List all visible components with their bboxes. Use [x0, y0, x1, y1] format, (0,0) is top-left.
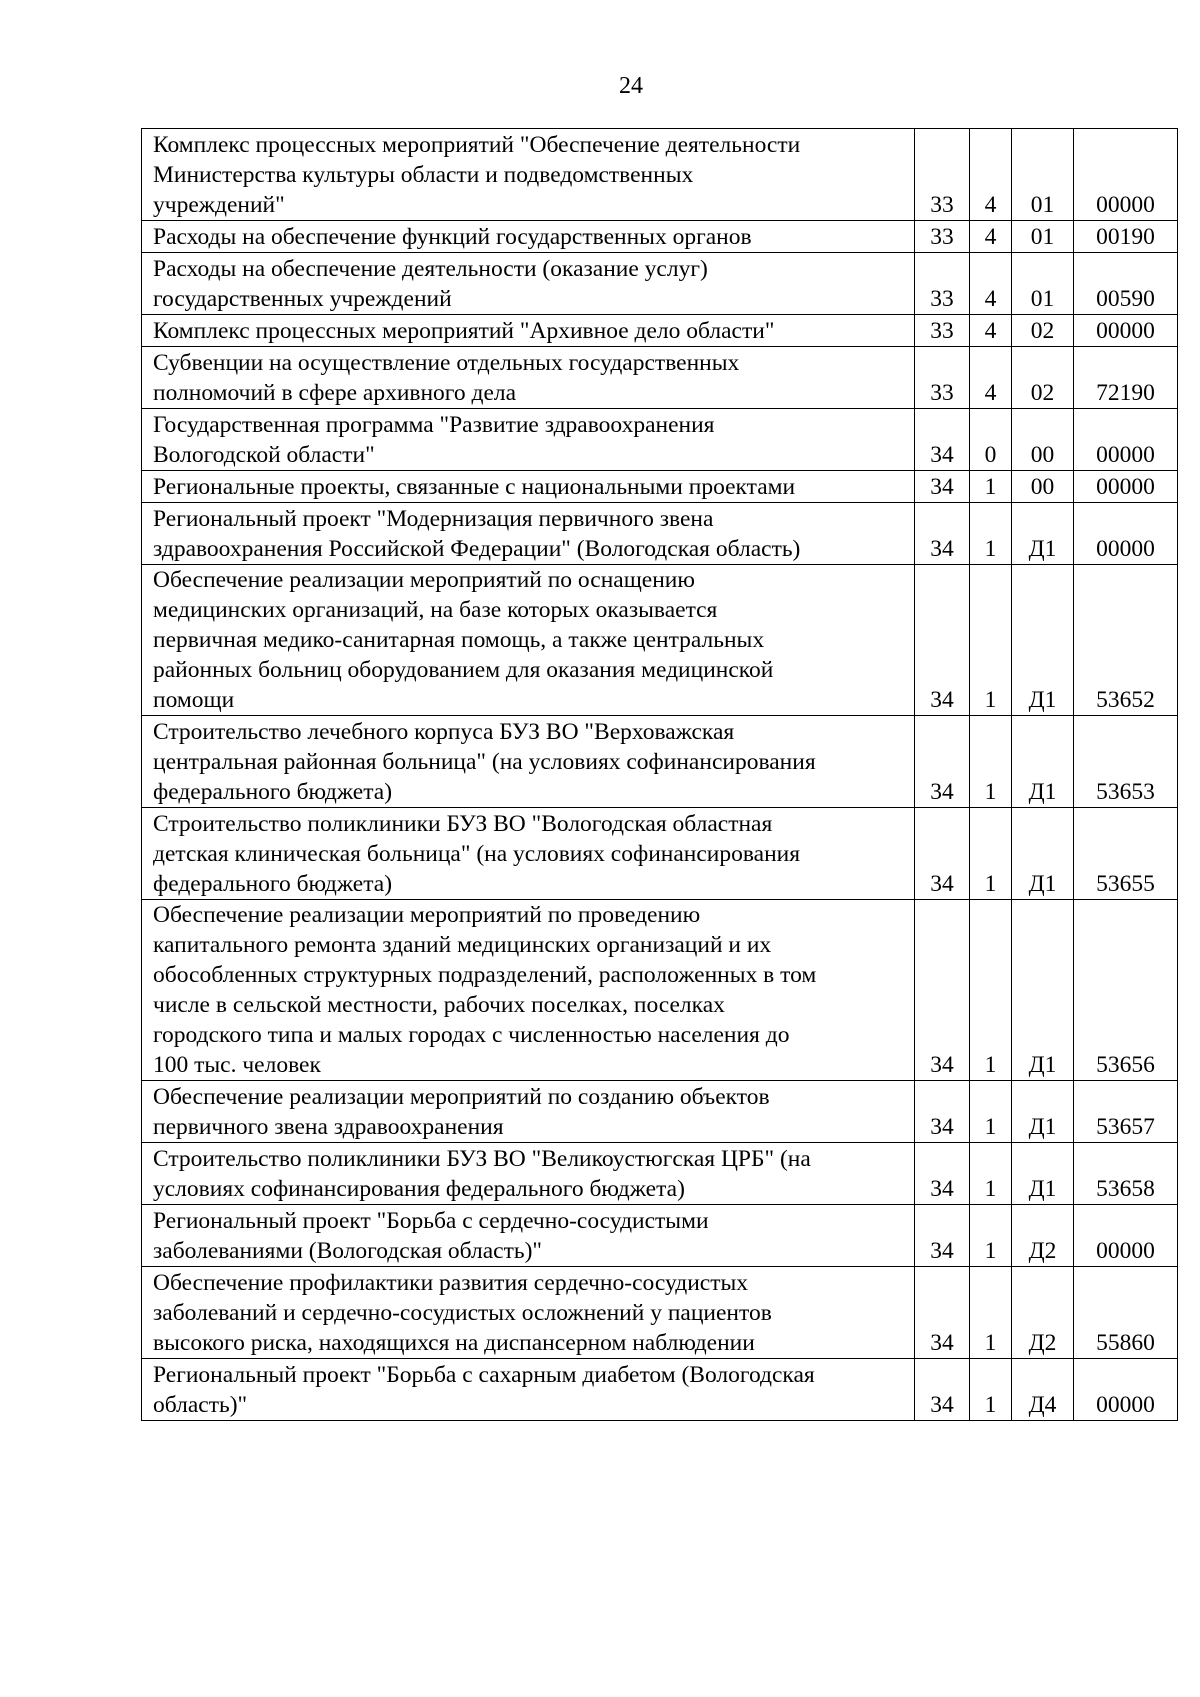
- structure-code-cell: Д4: [1012, 1359, 1074, 1421]
- direction-code-cell: 53658: [1074, 1143, 1178, 1205]
- structure-code-cell: Д2: [1012, 1267, 1074, 1359]
- subprogram-code-cell: 1: [970, 1143, 1012, 1205]
- table-row: [142, 1081, 1178, 1143]
- subprogram-code-cell: 4: [970, 221, 1012, 253]
- program-code-cell: 33: [915, 315, 970, 347]
- structure-code-cell: Д1: [1012, 716, 1074, 808]
- structure-code-cell: 02: [1012, 347, 1074, 409]
- subprogram-code-cell: 4: [970, 315, 1012, 347]
- table-row: [142, 253, 1178, 315]
- structure-code-cell: Д1: [1012, 503, 1074, 565]
- direction-code-cell: 00000: [1074, 315, 1178, 347]
- structure-code-cell: 01: [1012, 221, 1074, 253]
- subprogram-code-cell: 1: [970, 503, 1012, 565]
- program-code-cell: 33: [915, 253, 970, 315]
- page-number: 24: [619, 73, 643, 99]
- structure-code-cell: Д1: [1012, 900, 1074, 1081]
- row-name-cell: Строительство лечебного корпуса БУЗ ВО "Верховажская центральная районная больница" (на условиях софинансирования федерального бюджета): [142, 716, 915, 808]
- program-code-cell: 34: [915, 1143, 970, 1205]
- structure-code-cell: Д1: [1012, 565, 1074, 716]
- program-code-cell: 33: [915, 347, 970, 409]
- direction-code-cell: 00000: [1074, 471, 1178, 503]
- subprogram-code-cell: 1: [970, 1267, 1012, 1359]
- program-code-cell: 34: [915, 409, 970, 471]
- structure-code-cell: Д1: [1012, 1081, 1074, 1143]
- direction-code-cell: 00000: [1074, 129, 1178, 221]
- row-name-cell: Расходы на обеспечение деятельности (оказание услуг) государственных учреждений: [142, 253, 915, 315]
- direction-code-cell: 55860: [1074, 1267, 1178, 1359]
- structure-code-cell: 00: [1012, 471, 1074, 503]
- direction-code-cell: 00000: [1074, 1205, 1178, 1267]
- program-code-cell: 34: [915, 503, 970, 565]
- program-code-cell: 34: [915, 471, 970, 503]
- subprogram-code-cell: 0: [970, 409, 1012, 471]
- row-name-cell: Субвенции на осуществление отдельных государственных полномочий в сфере архивного дела: [142, 347, 915, 409]
- structure-code-cell: 01: [1012, 253, 1074, 315]
- table-row: [142, 565, 1178, 716]
- table-row: [142, 221, 1178, 253]
- row-name-cell: Расходы на обеспечение функций государственных органов: [142, 221, 915, 253]
- table-row: [142, 900, 1178, 1081]
- table-row: [142, 347, 1178, 409]
- table-body: [142, 129, 1178, 1421]
- table-row: [142, 1205, 1178, 1267]
- table-row: [142, 315, 1178, 347]
- subprogram-code-cell: 1: [970, 716, 1012, 808]
- direction-code-cell: 53657: [1074, 1081, 1178, 1143]
- row-name-cell: Обеспечение реализации мероприятий по проведению капитального ремонта зданий медицинских организаций и их обособленных структурных подразделений, расположенных в том числе в сельской местности, рабочих поселках, поселках городского типа и малых городах с численностью населения до 100 тыс. человек: [142, 900, 915, 1081]
- program-code-cell: 34: [915, 565, 970, 716]
- direction-code-cell: 00590: [1074, 253, 1178, 315]
- direction-code-cell: 53652: [1074, 565, 1178, 716]
- direction-code-cell: 53653: [1074, 716, 1178, 808]
- program-code-cell: 34: [915, 900, 970, 1081]
- row-name-cell: Обеспечение реализации мероприятий по созданию объектов первичного звена здравоохранения: [142, 1081, 915, 1143]
- direction-code-cell: 53655: [1074, 808, 1178, 900]
- structure-code-cell: 02: [1012, 315, 1074, 347]
- direction-code-cell: 00190: [1074, 221, 1178, 253]
- structure-code-cell: 00: [1012, 409, 1074, 471]
- program-code-cell: 34: [915, 1359, 970, 1421]
- row-name-cell: Региональный проект "Модернизация первичного звена здравоохранения Российской Федерации" (Вологодская область): [142, 503, 915, 565]
- row-name-cell: Комплекс процессных мероприятий "Архивное дело области": [142, 315, 915, 347]
- subprogram-code-cell: 1: [970, 1205, 1012, 1267]
- table-row: [142, 1143, 1178, 1205]
- table-row: [142, 1267, 1178, 1359]
- budget-classification-table: [141, 128, 1178, 1421]
- table-row: [142, 808, 1178, 900]
- structure-code-cell: 01: [1012, 129, 1074, 221]
- program-code-cell: 34: [915, 1267, 970, 1359]
- row-name-cell: Государственная программа "Развитие здравоохранения Вологодской области": [142, 409, 915, 471]
- structure-code-cell: Д2: [1012, 1205, 1074, 1267]
- row-name-cell: Обеспечение реализации мероприятий по оснащению медицинских организаций, на базе которых оказывается первичная медико-санитарная помощь, а также центральных районных больниц оборудованием для оказания медицинской помощи: [142, 565, 915, 716]
- subprogram-code-cell: 4: [970, 253, 1012, 315]
- table-row: [142, 129, 1178, 221]
- table-row: [142, 503, 1178, 565]
- table-row: [142, 409, 1178, 471]
- direction-code-cell: 72190: [1074, 347, 1178, 409]
- program-code-cell: 33: [915, 129, 970, 221]
- table-row: [142, 716, 1178, 808]
- row-name-cell: Региональный проект "Борьба с сахарным диабетом (Вологодская область)": [142, 1359, 915, 1421]
- row-name-cell: Строительство поликлиники БУЗ ВО "Великоустюгская ЦРБ" (на условиях софинансирования федерального бюджета): [142, 1143, 915, 1205]
- row-name-cell: Комплекс процессных мероприятий "Обеспечение деятельности Министерства культуры области и подведомственных учреждений": [142, 129, 915, 221]
- subprogram-code-cell: 1: [970, 808, 1012, 900]
- table-row: [142, 1359, 1178, 1421]
- direction-code-cell: 53656: [1074, 900, 1178, 1081]
- program-code-cell: 34: [915, 1205, 970, 1267]
- direction-code-cell: 00000: [1074, 1359, 1178, 1421]
- program-code-cell: 34: [915, 808, 970, 900]
- subprogram-code-cell: 4: [970, 347, 1012, 409]
- row-name-cell: Региональные проекты, связанные с национальными проектами: [142, 471, 915, 503]
- row-name-cell: Обеспечение профилактики развития сердечно-сосудистых заболеваний и сердечно-сосудистых осложнений у пациентов высокого риска, находящихся на диспансерном наблюдении: [142, 1267, 915, 1359]
- subprogram-code-cell: 1: [970, 471, 1012, 503]
- subprogram-code-cell: 1: [970, 1081, 1012, 1143]
- direction-code-cell: 00000: [1074, 409, 1178, 471]
- program-code-cell: 33: [915, 221, 970, 253]
- subprogram-code-cell: 4: [970, 129, 1012, 221]
- structure-code-cell: Д1: [1012, 1143, 1074, 1205]
- row-name-cell: Строительство поликлиники БУЗ ВО "Вологодская областная детская клиническая больница" (на условиях софинансирования федерального бюджета): [142, 808, 915, 900]
- row-name-cell: Региональный проект "Борьба с сердечно-сосудистыми заболеваниями (Вологодская область)": [142, 1205, 915, 1267]
- table-row: [142, 471, 1178, 503]
- direction-code-cell: 00000: [1074, 503, 1178, 565]
- program-code-cell: 34: [915, 1081, 970, 1143]
- structure-code-cell: Д1: [1012, 808, 1074, 900]
- program-code-cell: 34: [915, 716, 970, 808]
- subprogram-code-cell: 1: [970, 565, 1012, 716]
- subprogram-code-cell: 1: [970, 1359, 1012, 1421]
- subprogram-code-cell: 1: [970, 900, 1012, 1081]
